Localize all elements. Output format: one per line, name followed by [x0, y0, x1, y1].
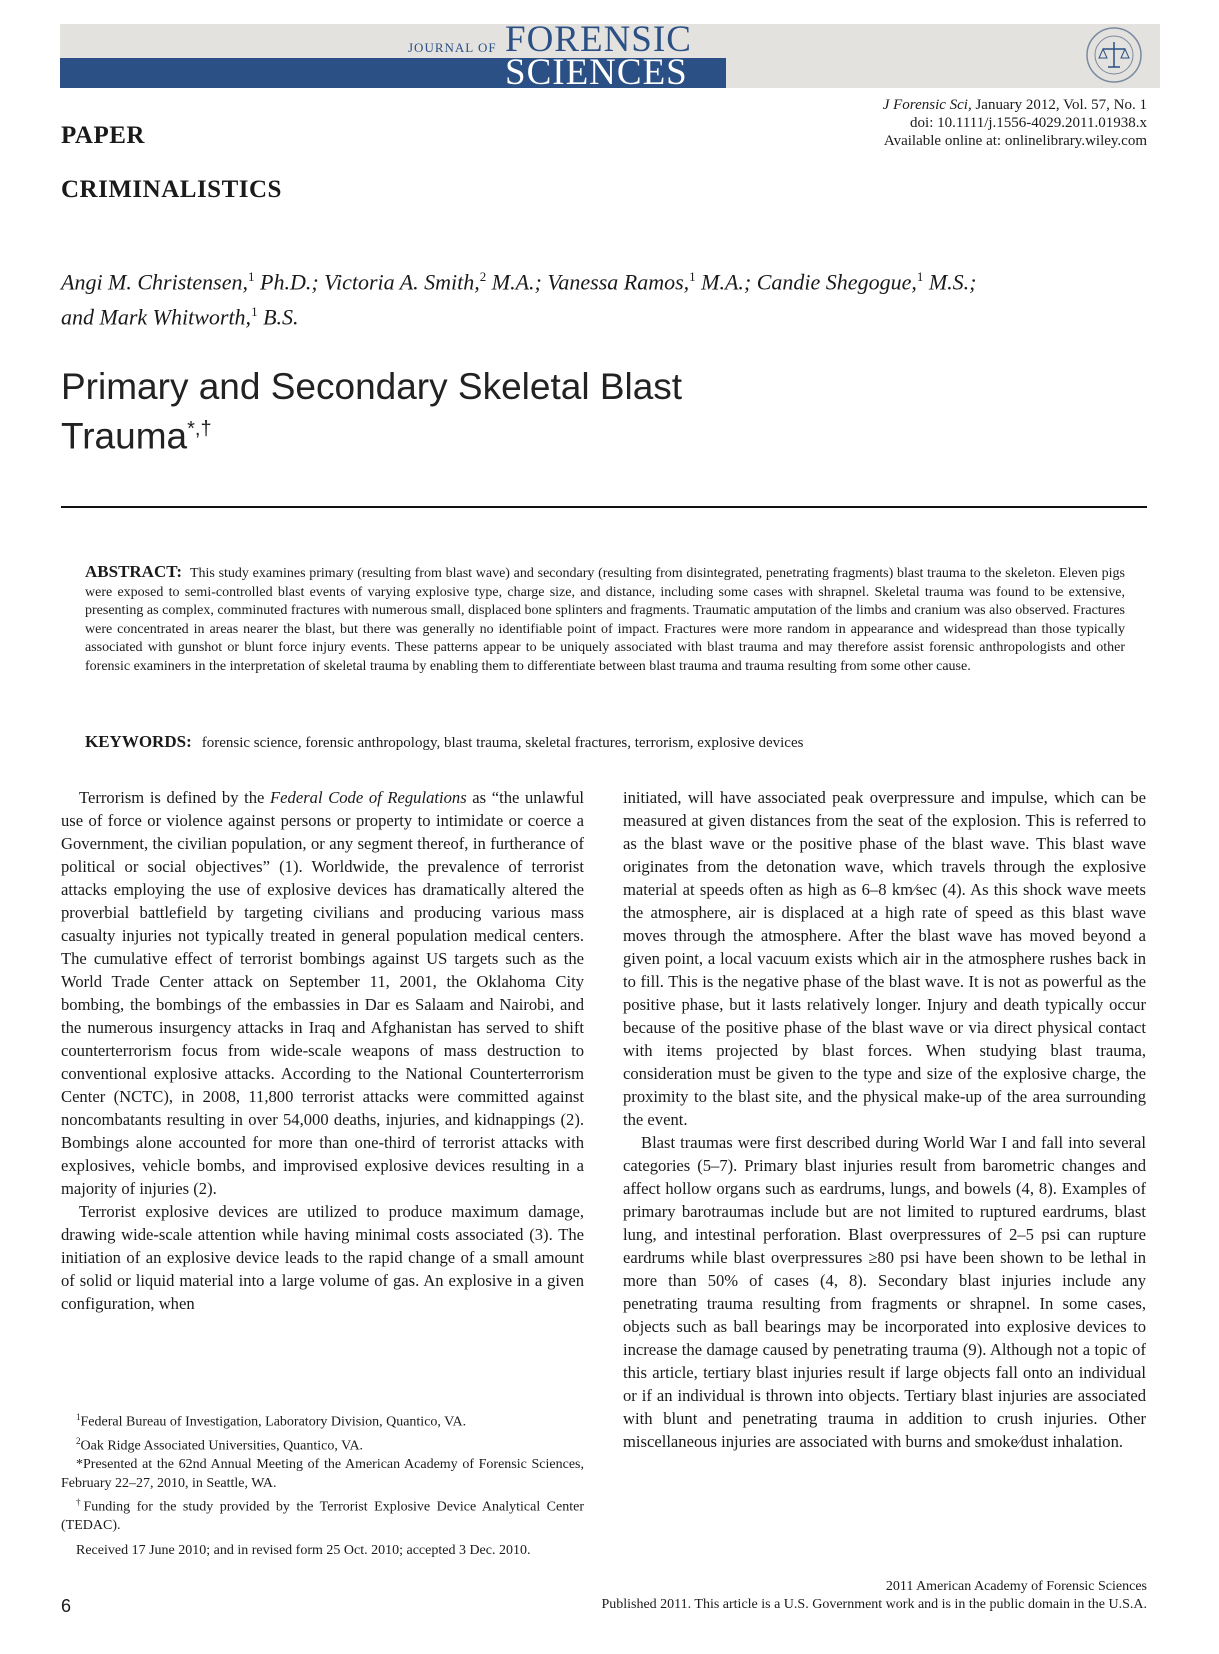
footnote-text: Funding for the study provided by the Terrorist Explosive Device Analytical Center (TEDAC).: [61, 1499, 584, 1534]
author-name: Vanessa Ramos,: [547, 269, 690, 295]
page-number: 6: [61, 1596, 72, 1616]
title-rule: [61, 506, 1147, 508]
abstract: [85, 563, 1125, 677]
footnote-text: Presented at the 62nd Annual Meeting of the American Academy of Forensic Sciences, February 22–27, 2010, in Seattle, WA.: [61, 1457, 584, 1491]
title-line-1: Primary and Secondary Skeletal Blast: [61, 366, 683, 407]
footnote: [61, 1432, 584, 1456]
abstract-text: This study examines primary (resulting from blast wave) and secondary (resulting from disintegrated, penetrating fragments) blast trauma to the skeleton. Eleven pigs were exposed to semi-controlled blast events of varying explosive type, charge size, and distance, including some cases with shrapnel. Skeletal trauma was found to be extensive, presenting as complex, comminuted fractures with numerous small, displaced bone splinters and fragments. Traumatic amputation of the limbs and cranium was also observed. Fractures were concentrated in areas nearer the blast, but there was generally no identifiable point of impact. Fractures were more random in appearance and widespread than those typically associated with gunshot or blunt force injury events. These patterns appear to be uniquely associated with blast trauma and may therefore assist forensic anthropologists and other forensic examiners in the interpretation of skeletal trauma by enabling them to differentiate between blast trauma and trauma resulting from some other cause.: [85, 566, 1125, 674]
journal-of-text: JOURNAL OF: [408, 40, 497, 55]
article-meta: [883, 96, 1147, 150]
journal-abbrev: J Forensic Sci,: [882, 97, 972, 113]
footnote: [61, 1493, 584, 1536]
academy-seal-icon: [1084, 25, 1144, 85]
body-column-right: [623, 786, 1146, 1453]
public-domain-line: Published 2011. This article is a U.S. Government work and is in the public domain in the U.S.A.: [601, 1597, 1147, 1612]
issue-info: January 2012, Vol. 57, No. 1: [971, 97, 1147, 113]
journal-name-sciences: SCIENCES: [505, 52, 688, 93]
footnote: [61, 1408, 584, 1432]
author-degree: M.A.;: [695, 269, 757, 295]
journal-name-forensic: FORENSIC: [505, 19, 692, 60]
footnote-mark: †: [76, 1497, 84, 1508]
body-paragraph: Blast traumas were first described during World War I and fall into several categories (5–7). Primary blast injuries result from barometric changes and affect hollow organs such as eardrums, lungs, and bowels (4, 8). Examples of primary barotraumas include but are not limited to ruptured eardrums, blast lung, and intestinal perforation. Blast overpressures of 2–5 psi can rupture eardrums while blast overpressures ≥80 psi have been shown to be lethal in more than 50% of cases (4, 8). Secondary blast injuries include any penetrating trauma resulting from fragments or shrapnel. In some cases, objects such as ball bearings may be incorporated into explosive devices to increase the damage caused by penetrating trauma (9). Although not a topic of this article, tertiary blast injuries result if large objects fall onto an individual or if an individual is thrown into objects. Tertiary blast injuries are associated with blunt and penetrating trauma in addition to crush injuries. Other miscellaneous injuries are associated with burns and smoke⁄dust inhalation.: [623, 1133, 1146, 1451]
footnote-mark: 1: [76, 1412, 81, 1422]
author-name: Candie Shegogue,: [756, 269, 917, 295]
footnote-mark: 2: [76, 1436, 81, 1447]
author-list: [61, 262, 1161, 333]
title-note-marks: *,†: [187, 418, 212, 440]
keywords-label: KEYWORDS:: [85, 732, 192, 751]
footnote-text: Federal Bureau of Investigation, Laboratory Division, Quantico, VA.: [80, 1414, 467, 1430]
affiliation-mark: 2: [479, 269, 487, 284]
section-label: CRIMINALISTICS: [61, 176, 282, 203]
author-name: and Mark Whitworth,: [61, 304, 252, 330]
abstract-label: ABSTRACT:: [85, 562, 182, 581]
article-title: [61, 366, 861, 457]
affiliation-mark: 1: [248, 269, 255, 284]
footer-notice: [601, 1578, 1147, 1614]
affiliation-mark: 1: [251, 304, 258, 320]
doi: doi: 10.1111/j.1556-4029.2011.01938.x: [910, 115, 1147, 131]
affiliation-mark: 1: [689, 269, 696, 284]
footnote-mark: *: [76, 1457, 83, 1473]
body-text-italic: Federal Code of Regulations: [270, 788, 467, 807]
footnotes: [61, 1408, 584, 1560]
footnote: [61, 1456, 584, 1493]
received-dates: Received 17 June 2010; and in revised form 25 Oct. 2010; accepted 3 Dec. 2010.: [76, 1542, 531, 1558]
body-paragraph: initiated, will have associated peak overpressure and impulse, which can be measured at given distances from the seat of the explosion. This is referred to as the blast wave or the positive phase of the blast wave. This blast wave originates from the detonation wave, which travels through the explosive material at speeds often as high as 6–8 km⁄sec (4). As this shock wave meets the atmosphere, air is displaced at a high rate of speed as this blast wave moves through the atmosphere. After the blast wave has moved beyond a given point, a local vacuum exists which air in the atmosphere rushes back in to fill. This is the negative phase of the blast wave. It is not as powerful as the positive phase, but it lasts relatively longer. Injury and death typically occur because of the positive phase of the blast wave or via direct physical contact with items projected by blast forces. When studying blast trauma, consideration must be given to the type and size of the explosive charge, the proximity to the blast site, and the physical make-up of the area surrounding the event.: [623, 788, 1146, 1129]
author-name: Angi M. Christensen,: [61, 269, 248, 295]
article-type-label: PAPER: [61, 122, 145, 149]
affiliation-mark: 1: [916, 269, 924, 284]
title-line-2: Trauma: [61, 415, 188, 457]
body-column-left: [61, 786, 584, 1315]
copyright-line: 2011 American Academy of Forensic Sciences: [885, 1579, 1147, 1594]
body-text: as “the unlawful use of force or violence against persons or property to intimidate or coerce a Government, the civilian population, or any segment thereof, in furtherance of political or social objectives” (1). Worldwide, the prevalence of terrorist attacks employing the use of explosive devices has dramatically altered the proverbial battlefield by targeting civilians and producing various mass casualty injuries not typically treated in general population medical centers. The cumulative effect of terrorist bombings against US targets such as the World Trade Center attack on September 11, 2001, the Oklahoma City bombing, the bombings of the embassies in Dar es Salaam and Nairobi, and the numerous insurgency attacks in Iraq and Afghanistan has served to shift counterterrorism focus from wide-scale weapons of mass destruction to conventional explosive attacks. According to the National Counterterrorism Center (NCTC), in 2008, 11,800 terrorist attacks were committed against noncombatants resulting in over 54,000 deaths, injuries, and kidnappings (2). Bombings alone accounted for more than one-third of terrorist attacks with explosives, vehicle bombs, and improvised explosive devices resulting in a majority of injuries (2).: [61, 788, 584, 1198]
body-paragraph: Terrorist explosive devices are utilized to produce maximum damage, drawing wide-scale attention while having minimal costs associated (3). The initiation of an explosive device leads to the rapid change of a small amount of solid or liquid material into a large volume of gas. An explosive in a given configuration, when: [61, 1202, 584, 1313]
footnote-text: Oak Ridge Associated Universities, Quantico, VA.: [80, 1438, 364, 1454]
body-text: Terrorism is defined by the: [79, 788, 271, 807]
body-paragraph: [61, 786, 584, 1200]
author-degree: M.A.;: [486, 269, 548, 295]
author-degree: B.S.: [257, 304, 299, 330]
author-degree: Ph.D.;: [254, 269, 325, 295]
author-name: Victoria A. Smith,: [324, 269, 480, 295]
author-degree: M.S.;: [923, 269, 977, 295]
keywords-text: forensic science, forensic anthropology, blast trauma, skeletal fractures, terrorism, explosive devices: [201, 735, 804, 751]
keywords: [85, 732, 1125, 752]
availability: Available online at: onlinelibrary.wiley.com: [883, 133, 1147, 149]
